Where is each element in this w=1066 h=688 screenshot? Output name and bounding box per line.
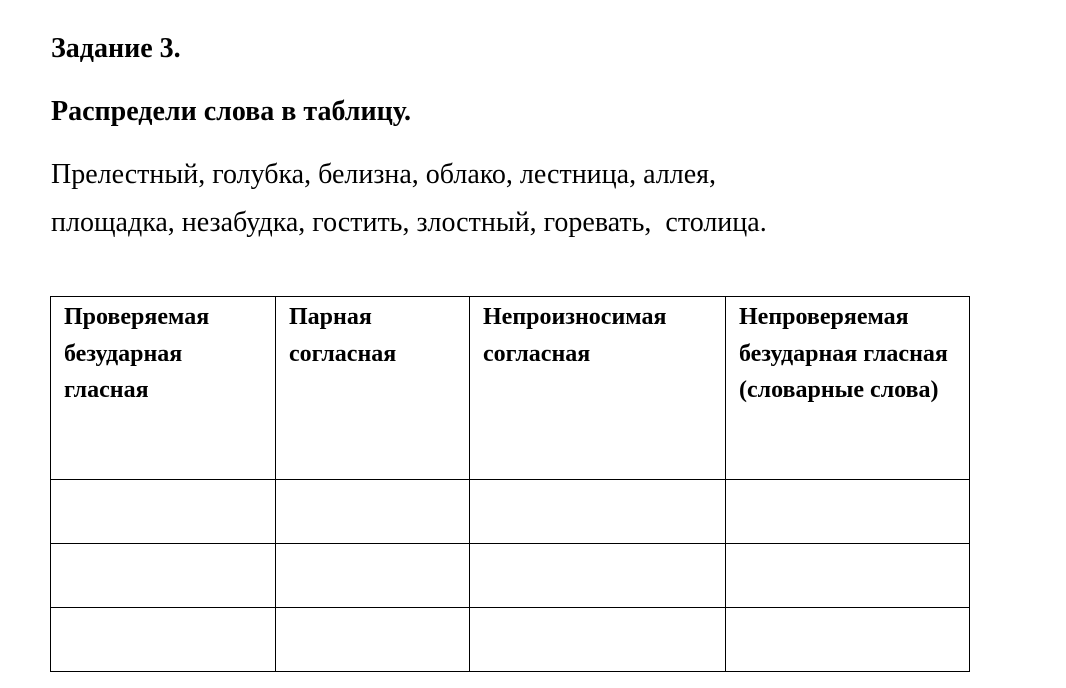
sorting-table	[50, 296, 970, 672]
header-checked-unstressed-vowel: Проверяемая безударная гласная	[51, 297, 276, 480]
table-cell[interactable]	[276, 480, 470, 544]
table-cell[interactable]	[276, 608, 470, 672]
table-cell[interactable]	[51, 608, 276, 672]
task-instruction: Распредели слова в таблицу.	[51, 96, 411, 127]
task-title: Задание 3.	[51, 33, 181, 64]
table-cell[interactable]	[51, 544, 276, 608]
word-list-line-2: площадка, незабудка, гостить, злостный, горевать, столица.	[51, 207, 767, 238]
table-row	[51, 480, 970, 544]
table-cell[interactable]	[276, 544, 470, 608]
table-row	[51, 544, 970, 608]
header-unpronounceable-consonant: Непроизносимая согласная	[470, 297, 726, 480]
table-cell[interactable]	[470, 544, 726, 608]
table-cell[interactable]	[726, 480, 970, 544]
word-list-line-1: Прелестный, голубка, белизна, облако, лестница, аллея,	[51, 159, 716, 190]
header-paired-consonant: Парная согласная	[276, 297, 470, 480]
table-cell[interactable]	[470, 608, 726, 672]
table-cell[interactable]	[726, 608, 970, 672]
table-cell[interactable]	[726, 544, 970, 608]
table-row	[51, 608, 970, 672]
table-cell[interactable]	[470, 480, 726, 544]
table-header-row	[51, 297, 970, 480]
table-cell[interactable]	[51, 480, 276, 544]
header-dictionary-words: Непроверяемая безударная гласная (словарные слова)	[726, 297, 970, 480]
